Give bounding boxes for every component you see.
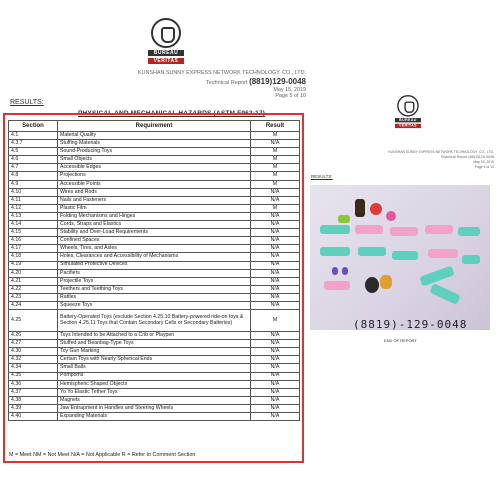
table-row	[9, 388, 300, 396]
cell-result: N/A	[251, 269, 300, 277]
cell-section: 4.16	[9, 237, 58, 245]
cell-requirement: Hemispheric Shaped Objects	[58, 380, 251, 388]
cell-requirement: Certain Toys with Nearly Spherical Ends	[58, 356, 251, 364]
cell-result: N/A	[251, 364, 300, 372]
toy-piece	[342, 267, 348, 275]
right-report-line: Technical Report (8819)129-0048	[440, 155, 494, 159]
cell-section: 4.5	[9, 148, 58, 156]
cell-section: 4.26	[9, 332, 58, 340]
cell-section: 4.13	[9, 212, 58, 220]
toy-piece	[386, 211, 396, 221]
cell-result: M	[251, 156, 300, 164]
cell-requirement: Plastic Film	[58, 204, 251, 212]
toy-piece	[462, 255, 480, 264]
toy-piece	[425, 225, 453, 234]
toy-piece	[338, 215, 350, 223]
header-section: Section	[9, 121, 58, 132]
cell-requirement: Expanding Materials	[58, 413, 251, 421]
cell-requirement: Projectile Toys	[58, 277, 251, 285]
cell-result: N/A	[251, 293, 300, 301]
cell-section: 4.14	[9, 221, 58, 229]
toy-piece	[355, 199, 365, 217]
logo-text-bottom: VERITAS	[395, 124, 421, 128]
cell-requirement: Accessible Points	[58, 180, 251, 188]
cell-section: 4.12	[9, 204, 58, 212]
result-legend: M = Meet NM = Not Meet N/A = Not Applicable R = Refer to Comment Section	[9, 452, 196, 458]
table-row	[9, 132, 300, 140]
table-row	[9, 301, 300, 309]
table-row	[9, 261, 300, 269]
cell-result: N/A	[251, 380, 300, 388]
cell-requirement: Holes, Clearances and Accessibility of Mechanisms	[58, 253, 251, 261]
cell-section: 4.7	[9, 164, 58, 172]
toy-piece	[324, 281, 350, 290]
cell-result: M	[251, 180, 300, 188]
cell-section: 4.35	[9, 372, 58, 380]
toy-piece	[358, 247, 386, 256]
cell-requirement: Toy Gun Marking	[58, 348, 251, 356]
cell-result: M	[251, 148, 300, 156]
toy-piece	[320, 247, 350, 256]
cell-result: M	[251, 310, 300, 332]
cell-result: N/A	[251, 188, 300, 196]
cell-section: 4.30	[9, 348, 58, 356]
cell-requirement: Wires and Rods	[58, 188, 251, 196]
cell-result: N/A	[251, 140, 300, 148]
results-label: RESULTS:	[10, 99, 44, 106]
report-date: May 15, 2019	[273, 87, 306, 93]
cell-section: 4.25	[9, 310, 58, 332]
cell-requirement: Jaw Entrapment in Handles and Steering Wheels	[58, 404, 251, 412]
cell-result: M	[251, 164, 300, 172]
table-row	[9, 188, 300, 196]
cell-requirement: Projections	[58, 172, 251, 180]
cell-section: 4.11	[9, 196, 58, 204]
logo-text-bottom: VERITAS	[148, 58, 184, 64]
table-row	[9, 221, 300, 229]
cell-section: 4.1	[9, 132, 58, 140]
right-report-date: May 15, 2019	[473, 160, 494, 164]
table-row	[9, 140, 300, 148]
toy-piece	[355, 225, 383, 234]
cell-section: 4.40	[9, 413, 58, 421]
cell-requirement: Magnets	[58, 396, 251, 404]
table-row	[9, 156, 300, 164]
header-result: Result	[251, 121, 300, 132]
cell-section: 4.18	[9, 253, 58, 261]
cell-requirement: Cords, Straps and Elastics	[58, 221, 251, 229]
cell-result: N/A	[251, 332, 300, 340]
cell-section: 4.20	[9, 269, 58, 277]
table-row	[9, 180, 300, 188]
table-row	[9, 348, 300, 356]
end-of-report-label: END OF REPORT	[384, 338, 417, 343]
cell-requirement: Teethers and Teething Toys	[58, 285, 251, 293]
toy-piece	[429, 283, 460, 305]
cell-section: 4.24	[9, 301, 58, 309]
table-row	[9, 332, 300, 340]
right-company-name: KUNSHAN SUNNY EXPRESS NETWORK TECHNOLOGY. CO., LTD.	[388, 150, 494, 154]
toy-piece	[428, 249, 458, 258]
cell-section: 4.21	[9, 277, 58, 285]
cell-requirement: Simulated Protective Devices	[58, 261, 251, 269]
cell-result: M	[251, 172, 300, 180]
cell-result: N/A	[251, 396, 300, 404]
cell-section: 4.6	[9, 156, 58, 164]
cell-section: 4.17	[9, 245, 58, 253]
toy-piece	[380, 275, 392, 289]
cell-requirement: Battery-Operated Toys (exclude Section 4.25.10 Battery-powered ride-on toys & Section 4.25.11 Toys that Contain Secondary Cells or Secondary Batteries)	[58, 310, 251, 332]
cell-result: N/A	[251, 340, 300, 348]
bureau-veritas-logo	[148, 18, 184, 74]
table-row	[9, 404, 300, 412]
cell-result: M	[251, 132, 300, 140]
toy-piece	[419, 265, 454, 286]
table-row	[9, 172, 300, 180]
cell-section: 4.10	[9, 188, 58, 196]
cell-requirement: Yo Yo Elastic Tether Toys	[58, 388, 251, 396]
cell-requirement: Pompoms	[58, 372, 251, 380]
photo-report-number: (8819)-129-0048	[353, 318, 468, 331]
cell-requirement: Stuffed and Beanbag-Type Toys	[58, 340, 251, 348]
report-line	[206, 77, 306, 86]
cell-section: 4.34	[9, 364, 58, 372]
cell-section: 4.36	[9, 380, 58, 388]
cell-result: N/A	[251, 285, 300, 293]
table-row	[9, 237, 300, 245]
header-requirement: Requirement	[58, 121, 251, 132]
cell-result: N/A	[251, 388, 300, 396]
cell-requirement: Accessible Edges	[58, 164, 251, 172]
table-header-row	[9, 121, 300, 132]
table-row	[9, 196, 300, 204]
cell-section: 4.32	[9, 356, 58, 364]
table-row	[9, 277, 300, 285]
cell-result: M	[251, 204, 300, 212]
cell-requirement: Small Balls	[58, 364, 251, 372]
toy-piece	[320, 225, 350, 234]
table-row	[9, 212, 300, 220]
table-row	[9, 229, 300, 237]
cell-section: 4.39	[9, 404, 58, 412]
table-row	[9, 310, 300, 332]
cell-result: N/A	[251, 413, 300, 421]
logo-text-top: BUREAU	[395, 118, 421, 122]
cell-requirement: Confined Spaces	[58, 237, 251, 245]
cell-result: N/A	[251, 229, 300, 237]
cell-section: 4.3.7	[9, 140, 58, 148]
cell-result: N/A	[251, 261, 300, 269]
report-number: (8819)129-0048	[249, 77, 306, 86]
cell-section: 4.22	[9, 285, 58, 293]
requirements-table	[8, 120, 300, 421]
table-row	[9, 364, 300, 372]
cell-result: N/A	[251, 372, 300, 380]
seal-icon	[151, 18, 181, 48]
toy-piece	[370, 203, 382, 215]
cell-requirement: Small Objects	[58, 156, 251, 164]
cell-result: N/A	[251, 356, 300, 364]
cell-result: N/A	[251, 348, 300, 356]
cell-requirement: Pacifiers	[58, 269, 251, 277]
toy-piece	[390, 227, 418, 236]
section-title: PHYSICAL AND MECHANICAL HAZARDS (ASTM F963-17)	[78, 110, 266, 117]
toy-piece	[458, 227, 480, 236]
table-row	[9, 148, 300, 156]
table-row	[9, 253, 300, 261]
right-page-number: Page 6 of 10	[474, 165, 494, 169]
page-number: Page 5 of 10	[275, 93, 306, 99]
toy-piece	[392, 251, 418, 260]
cell-section: 4.9	[9, 180, 58, 188]
cell-section: 4.8	[9, 172, 58, 180]
logo-text-top: BUREAU	[148, 50, 184, 56]
cell-section: 4.23	[9, 293, 58, 301]
cell-section: 4.27	[9, 340, 58, 348]
cell-result: N/A	[251, 212, 300, 220]
company-name: KUNSHAN SUNNY EXPRESS NETWORK TECHNOLOGY. CO., LTD.	[138, 70, 306, 76]
cell-section: 4.15	[9, 229, 58, 237]
table-row	[9, 293, 300, 301]
table-row	[9, 356, 300, 364]
cell-requirement: Nails and Fasteners	[58, 196, 251, 204]
cell-result: N/A	[251, 237, 300, 245]
table-row	[9, 413, 300, 421]
cell-requirement: Material Quality	[58, 132, 251, 140]
product-photo	[310, 185, 490, 330]
cell-section: 4.37	[9, 388, 58, 396]
seal-icon	[397, 95, 419, 117]
cell-requirement: Wheels, Tires, and Axles	[58, 245, 251, 253]
cell-result: N/A	[251, 277, 300, 285]
table-row	[9, 340, 300, 348]
right-results-label: RESULTS:	[311, 174, 333, 179]
cell-requirement: Sound-Producing Toys	[58, 148, 251, 156]
toy-piece	[365, 277, 379, 293]
table-row	[9, 380, 300, 388]
cell-section: 4.19	[9, 261, 58, 269]
cell-requirement: Stuffing Materials	[58, 140, 251, 148]
cell-requirement: Rattles	[58, 293, 251, 301]
cell-result: N/A	[251, 301, 300, 309]
table-row	[9, 396, 300, 404]
table-row	[9, 204, 300, 212]
table-row	[9, 269, 300, 277]
cell-requirement: Folding Mechanisms and Hinges	[58, 212, 251, 220]
cell-section: 4.38	[9, 396, 58, 404]
cell-result: N/A	[251, 404, 300, 412]
table-row	[9, 164, 300, 172]
cell-requirement: Squeeze Toys	[58, 301, 251, 309]
cell-result: N/A	[251, 245, 300, 253]
cell-result: N/A	[251, 253, 300, 261]
table-row	[9, 285, 300, 293]
cell-requirement: Toys Intended to be Attached to a Crib or Playpen	[58, 332, 251, 340]
cell-result: N/A	[251, 221, 300, 229]
toy-piece	[332, 267, 338, 275]
report-line-label: Technical Report	[205, 80, 248, 86]
table-row	[9, 372, 300, 380]
cell-requirement: Stability and Over-Load Requirements	[58, 229, 251, 237]
bureau-veritas-logo-right	[395, 95, 421, 135]
cell-result: N/A	[251, 196, 300, 204]
table-row	[9, 245, 300, 253]
